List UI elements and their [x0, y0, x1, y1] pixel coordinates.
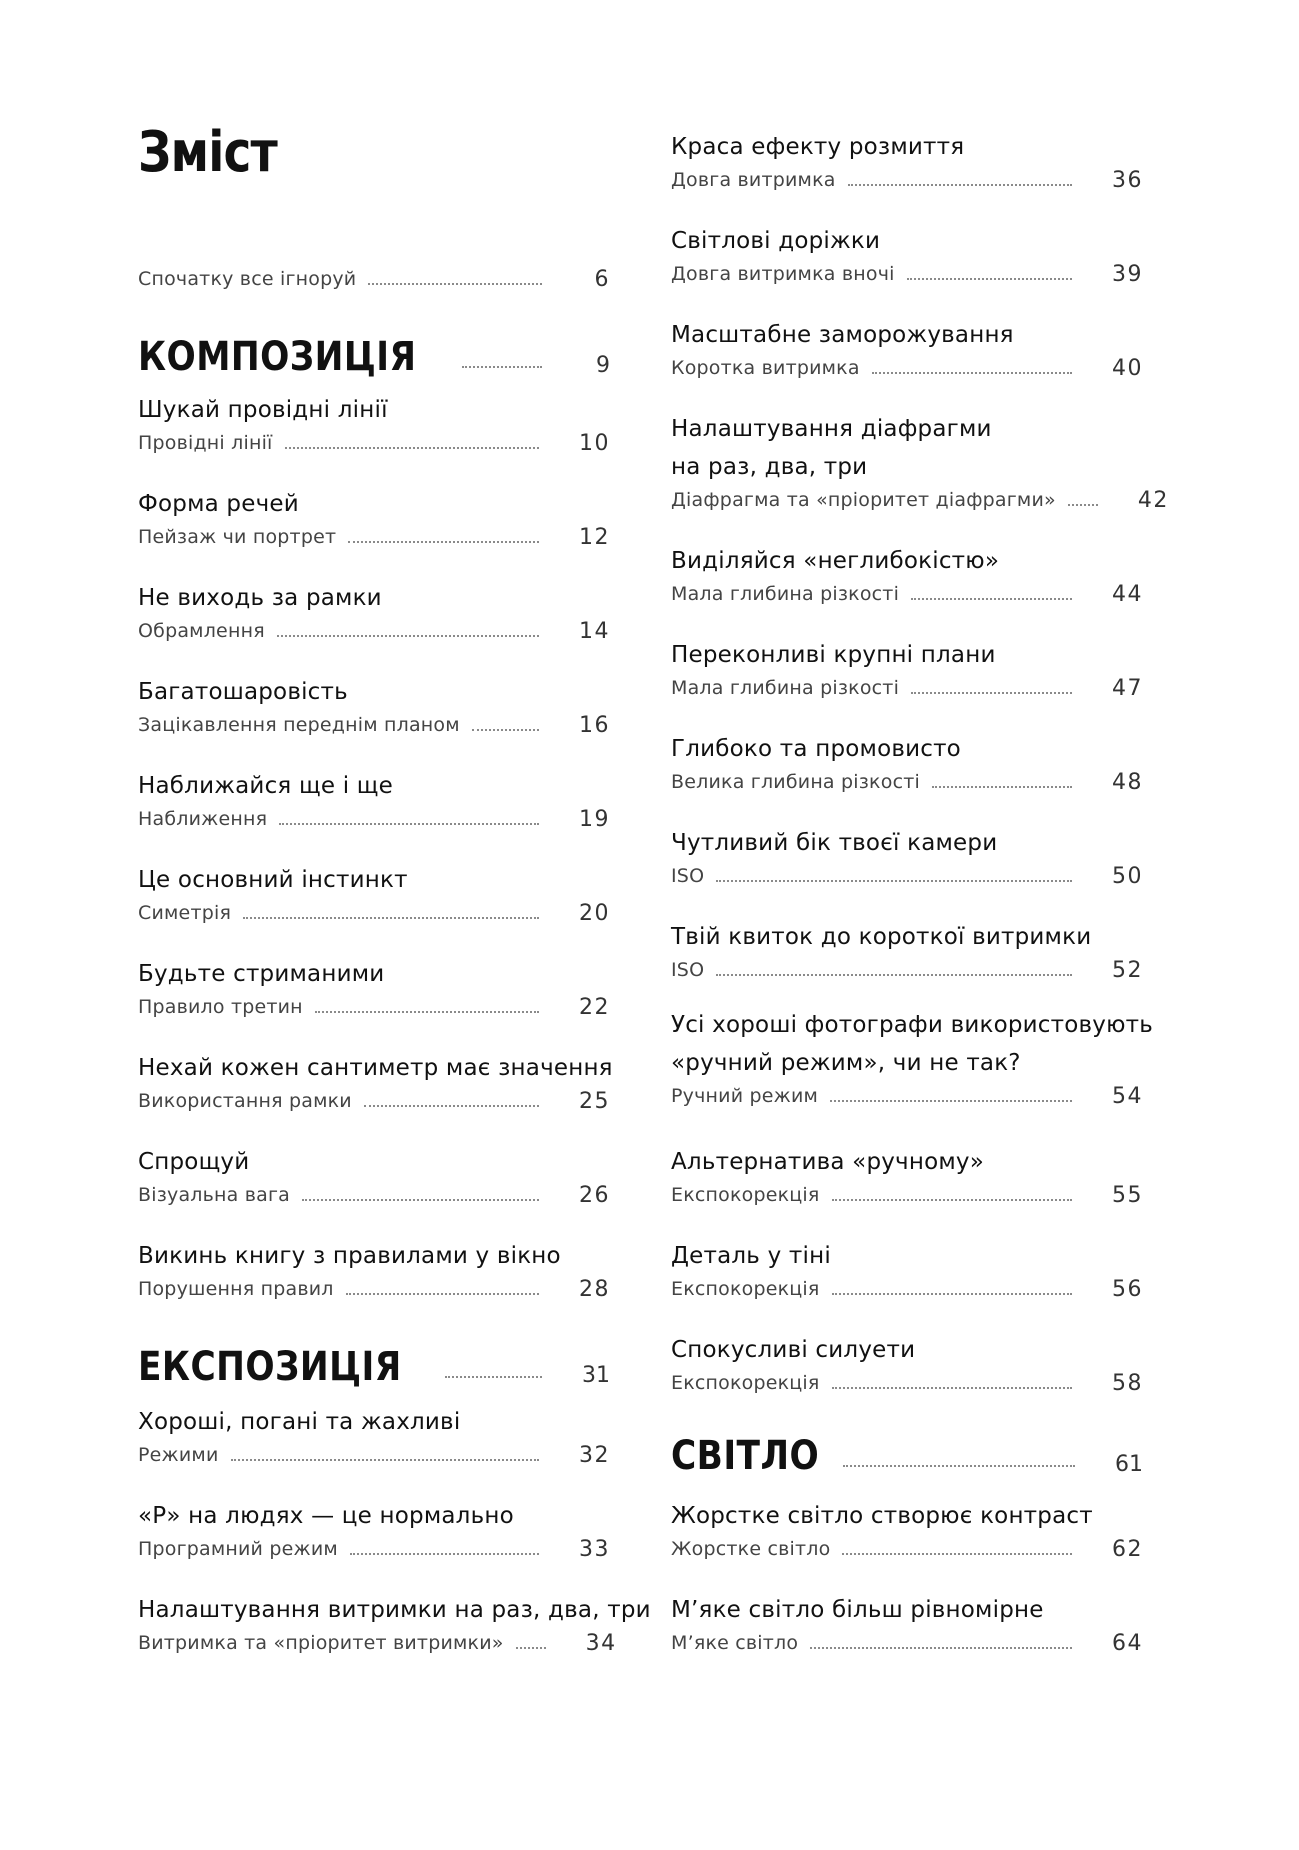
page-number: 26: [579, 1182, 610, 1208]
toc-row: [671, 166, 1143, 194]
toc-row: [138, 899, 610, 927]
dot-leader: [907, 278, 1072, 280]
entry-heading-line-1: Налаштування діафрагми: [671, 416, 992, 442]
page-number: 9: [596, 352, 610, 378]
dot-leader: [231, 1459, 540, 1461]
page-number: 64: [1112, 1630, 1143, 1656]
dot-leader: [279, 823, 539, 825]
entry-heading: «P» на людях — це нормально: [138, 1503, 514, 1529]
entry-subtitle: Експокорекція: [671, 1278, 820, 1300]
page-number: 39: [1112, 261, 1143, 287]
toc-left-column: [138, 0, 651, 1850]
toc-row: [138, 1181, 610, 1209]
entry-heading: Хороші, погані та жахливі: [138, 1409, 461, 1435]
toc-row: [671, 1535, 1143, 1563]
entry-subtitle: Довга витримка: [671, 169, 836, 191]
page-number: 19: [579, 806, 610, 832]
dot-leader: [716, 880, 1072, 882]
dot-leader: [832, 1199, 1072, 1201]
page-number: 48: [1112, 769, 1143, 795]
section-title: КОМПОЗИЦІЯ: [138, 334, 417, 380]
toc-entry[interactable]: [138, 485, 610, 551]
page-number: 32: [579, 1442, 610, 1468]
page-number: 54: [1112, 1083, 1143, 1109]
dot-leader: [516, 1647, 546, 1649]
page-number: 34: [585, 1630, 617, 1656]
toc-row: [138, 805, 610, 833]
toc-section-composition[interactable]: [138, 333, 610, 381]
page-number: 12: [579, 524, 610, 550]
toc-entry[interactable]: [671, 1497, 1143, 1563]
dot-leader: [832, 1387, 1072, 1389]
dot-leader: [350, 1553, 539, 1555]
entry-heading: Багатошаровість: [138, 679, 348, 705]
section-row: [671, 1432, 1143, 1480]
dot-leader: [911, 692, 1072, 694]
entry-subtitle: Порушення правил: [138, 1278, 334, 1300]
toc-row: [671, 354, 1143, 382]
entry-heading: Деталь у тіні: [671, 1243, 831, 1269]
entry-heading: Форма речей: [138, 491, 299, 517]
page-number: 42: [1137, 487, 1169, 513]
entry-heading-line-2: на раз, два, три: [671, 454, 868, 480]
entry-subtitle: Пейзаж чи портрет: [138, 526, 337, 548]
toc-entry[interactable]: [138, 1049, 613, 1115]
entry-heading: Виділяйся «неглибокістю»: [671, 548, 1000, 574]
toc-entry[interactable]: [671, 824, 1143, 890]
toc-section-light[interactable]: [671, 1432, 1143, 1480]
entry-heading: Спокусливі силуети: [671, 1337, 916, 1363]
entry-heading: Налаштування витримки на раз, два, три: [138, 1597, 651, 1623]
entry-subtitle: Довга витримка вночі: [671, 263, 895, 285]
toc-entry[interactable]: [671, 636, 1143, 702]
entry-subtitle: Діафрагма та «пріоритет діафрагми»: [671, 489, 1056, 511]
entry-subtitle: Коротка витримка: [671, 357, 860, 379]
toc-row: [671, 768, 1143, 796]
toc-row: [138, 1535, 610, 1563]
page-number: 61: [1115, 1451, 1143, 1477]
toc-entry[interactable]: [671, 1591, 1143, 1657]
toc-entry[interactable]: [138, 861, 610, 927]
toc-row: [671, 1082, 1143, 1110]
toc-row: [138, 429, 610, 457]
page-number: 31: [582, 1362, 610, 1388]
section-title: СВІТЛО: [671, 1433, 820, 1479]
dot-leader: [872, 372, 1072, 374]
entry-heading: Глибоко та промовисто: [671, 736, 961, 762]
entry-subtitle: Візуальна вага: [138, 1184, 291, 1206]
page-number: 25: [579, 1088, 610, 1114]
entry-subtitle: Експокорекція: [671, 1372, 820, 1394]
toc-row: [671, 674, 1143, 702]
section-title: ЕКСПОЗИЦІЯ: [138, 1344, 402, 1390]
section-row: [138, 1343, 610, 1391]
entry-subtitle: Мала глибина різкості: [671, 677, 900, 699]
toc-entry[interactable]: [671, 542, 1143, 608]
dot-leader: [1068, 504, 1098, 506]
toc-section-exposure[interactable]: [138, 1343, 610, 1391]
entry-heading: Твій квиток до короткої витримки: [671, 924, 1092, 950]
toc-entry[interactable]: [671, 1237, 1143, 1303]
dot-leader: [302, 1199, 539, 1201]
entry-heading: Масштабне заморожування: [671, 322, 1014, 348]
toc-entry-text: Спочатку все ігноруй: [138, 268, 357, 290]
entry-subtitle: Програмний режим: [138, 1538, 338, 1560]
page-number: 20: [579, 900, 610, 926]
entry-heading: Переконливі крупні плани: [671, 642, 996, 668]
toc-row: [671, 1181, 1143, 1209]
dot-leader: [368, 283, 542, 285]
toc-entry[interactable]: [138, 391, 610, 457]
toc-entry[interactable]: [138, 1497, 610, 1563]
dot-leader: [277, 635, 539, 637]
toc-entry[interactable]: [138, 955, 610, 1021]
toc-row: [671, 260, 1143, 288]
entry-heading: Чутливий бік твоєї камери: [671, 830, 998, 856]
toc-row: [138, 1441, 610, 1469]
dot-leader: [832, 1293, 1072, 1295]
page-number: 28: [579, 1276, 610, 1302]
toc-entry[interactable]: [671, 1143, 1143, 1209]
toc-row: [138, 1275, 610, 1303]
toc-entry[interactable]: [138, 1591, 651, 1657]
page-number: 62: [1112, 1536, 1143, 1562]
entry-subtitle: Використання рамки: [138, 1090, 352, 1112]
toc-row: [138, 1087, 610, 1115]
entry-heading: Шукай провідні лінії: [138, 397, 388, 423]
toc-row: [671, 1275, 1143, 1303]
dot-leader: [346, 1293, 539, 1295]
entry-subtitle: ISO: [671, 959, 705, 981]
dot-leader: [285, 447, 539, 449]
toc-row: [138, 993, 610, 1021]
dot-leader: [848, 184, 1072, 186]
entry-heading: Нехай кожен сантиметр має значення: [138, 1055, 613, 1081]
page-number: 58: [1112, 1370, 1143, 1396]
page-number: 16: [579, 712, 610, 738]
toc-entry[interactable]: [671, 128, 1143, 194]
entry-heading: Світлові доріжки: [671, 228, 881, 254]
page-number: 52: [1112, 957, 1143, 983]
entry-subtitle: Наближення: [138, 808, 268, 830]
dot-leader: [364, 1105, 539, 1107]
entry-heading-line-1: Усі хороші фотографи використовують: [671, 1012, 1153, 1038]
entry-heading: Це основний інстинкт: [138, 867, 408, 893]
dot-leader: [842, 1553, 1072, 1555]
page-number: 40: [1112, 355, 1143, 381]
entry-subtitle: Обрамлення: [138, 620, 265, 642]
page-number: 50: [1112, 863, 1143, 889]
entry-heading: Не виходь за рамки: [138, 585, 382, 611]
dot-leader: [243, 917, 539, 919]
dot-leader: [843, 1465, 1075, 1467]
toc-entry[interactable]: [138, 1403, 610, 1469]
toc-entry[interactable]: [671, 730, 1143, 796]
toc-row: [671, 1369, 1143, 1397]
toc-row: [138, 1629, 617, 1657]
page-number: 47: [1112, 675, 1143, 701]
toc-entry[interactable]: [138, 767, 610, 833]
toc-entry[interactable]: [138, 673, 610, 739]
entry-heading: Наближайся ще і ще: [138, 773, 394, 799]
page-number: 44: [1112, 581, 1143, 607]
toc-entry[interactable]: [138, 1143, 610, 1209]
section-row: [138, 333, 610, 381]
entry-heading: М’яке світло більш рівномірне: [671, 1597, 1044, 1623]
toc-entry[interactable]: [138, 579, 610, 645]
page-number: 56: [1112, 1276, 1143, 1302]
toc-entry[interactable]: [671, 1006, 1153, 1110]
page-number: 14: [579, 618, 610, 644]
page-number: 22: [579, 994, 610, 1020]
toc-row: [671, 580, 1143, 608]
entry-subtitle: Велика глибина різкості: [671, 771, 920, 793]
dot-leader: [911, 598, 1072, 600]
entry-subtitle: Правило третин: [138, 996, 303, 1018]
dot-leader: [315, 1011, 539, 1013]
page-number: 10: [579, 430, 610, 456]
page-number: 55: [1112, 1182, 1143, 1208]
toc-row: [138, 265, 610, 293]
toc-entry[interactable]: [671, 222, 1143, 288]
dot-leader: [830, 1100, 1072, 1102]
page-number: 6: [594, 266, 610, 292]
entry-subtitle: Зацікавлення переднім планом: [138, 714, 460, 736]
toc-right-column: [671, 0, 1169, 1850]
entry-subtitle: М’яке світло: [671, 1632, 799, 1654]
toc-row: [671, 1629, 1143, 1657]
entry-subtitle: Режими: [138, 1444, 219, 1466]
page-title: Зміст: [138, 120, 277, 185]
toc-row: [138, 617, 610, 645]
entry-subtitle: Ручний режим: [671, 1085, 819, 1107]
toc-row: [138, 523, 610, 551]
toc-entry[interactable]: [138, 1237, 610, 1303]
page-number: 36: [1112, 167, 1143, 193]
toc-entry[interactable]: [671, 410, 1169, 514]
dot-leader: [445, 1376, 542, 1378]
entry-subtitle: ISO: [671, 865, 705, 887]
entry-heading-line-2: «ручний режим», чи не так?: [671, 1050, 1021, 1076]
entry-subtitle: Провідні лінії: [138, 432, 273, 454]
entry-heading: Альтернатива «ручному»: [671, 1149, 984, 1175]
entry-subtitle: Мала глибина різкості: [671, 583, 900, 605]
entry-subtitle: Симетрія: [138, 902, 232, 924]
page-number: 33: [579, 1536, 610, 1562]
toc-row: [138, 711, 610, 739]
entry-subtitle: Експокорекція: [671, 1184, 820, 1206]
entry-heading: Спрощуй: [138, 1149, 250, 1175]
toc-row: [671, 956, 1143, 984]
toc-entry[interactable]: [671, 1331, 1143, 1397]
toc-row: [671, 862, 1143, 890]
dot-leader: [472, 729, 539, 731]
dot-leader: [932, 786, 1072, 788]
entry-heading: Викинь книгу з правилами у вікно: [138, 1243, 561, 1269]
dot-leader: [810, 1647, 1072, 1649]
toc-row: [671, 486, 1169, 514]
toc-entry-intro[interactable]: [138, 265, 610, 293]
dot-leader: [348, 541, 539, 543]
entry-heading: Жорстке світло створює контраст: [671, 1503, 1093, 1529]
entry-subtitle: Жорстке світло: [671, 1538, 831, 1560]
entry-subtitle: Витримка та «пріоритет витримки»: [138, 1632, 504, 1654]
entry-heading: Краса ефекту розмиття: [671, 134, 965, 160]
dot-leader: [462, 366, 542, 368]
toc-entry[interactable]: [671, 316, 1143, 382]
toc-entry[interactable]: [671, 918, 1143, 984]
dot-leader: [716, 974, 1072, 976]
entry-heading: Будьте стриманими: [138, 961, 385, 987]
